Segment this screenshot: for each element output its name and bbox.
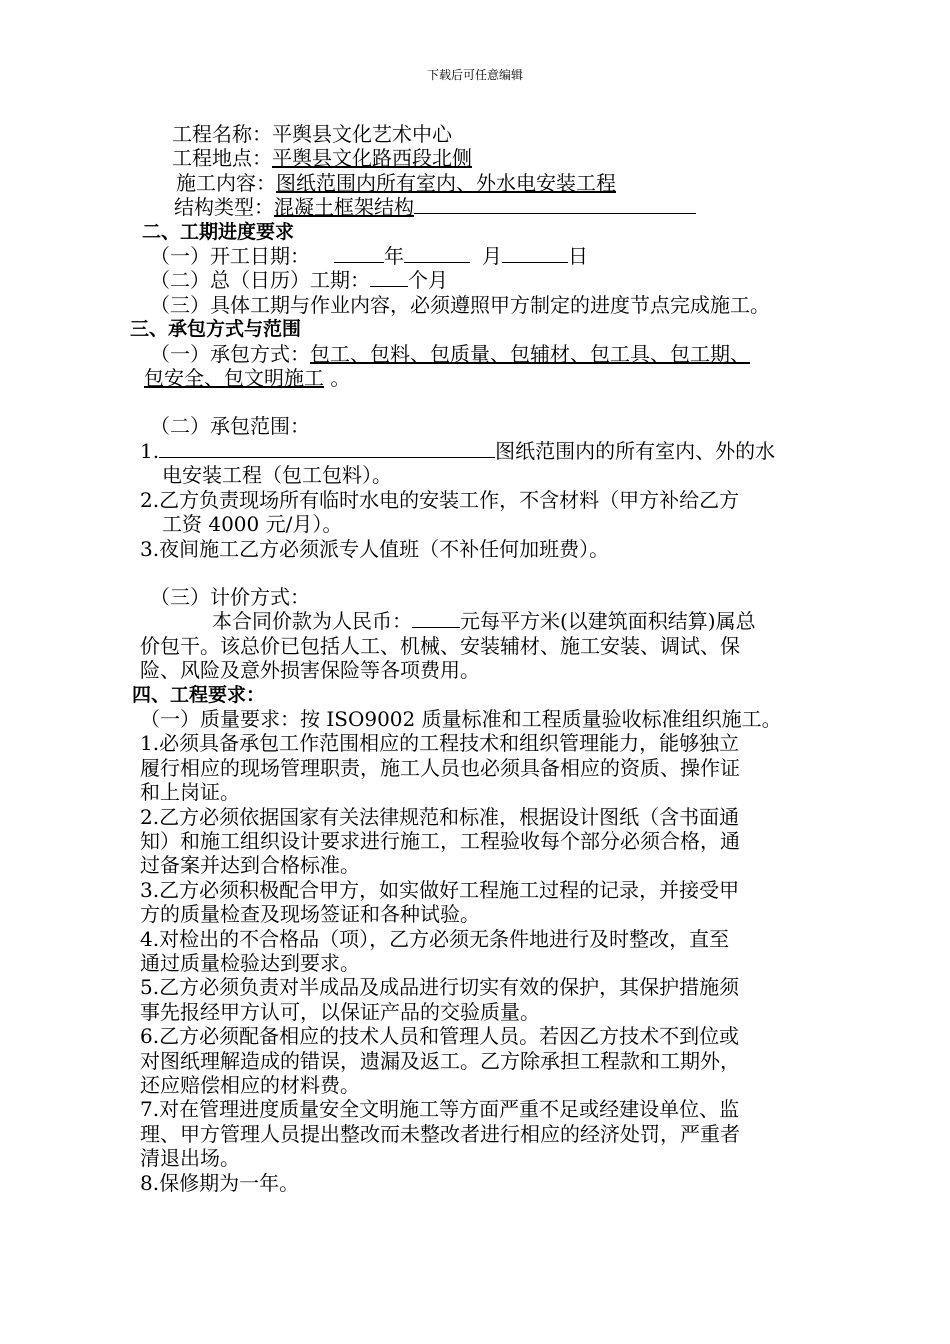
requirement-line: 7.对在管理进度质量安全文明施工等方面严重不足或经建设单位、监 <box>140 1097 740 1122</box>
year-text: 年 <box>384 244 404 269</box>
project-name-label: 工程名称： <box>172 122 272 146</box>
day-text: 日 <box>568 244 588 269</box>
pricing-line-1 <box>140 609 830 633</box>
structure-type-value: 混凝土框架结构 <box>274 195 414 220</box>
contract-mode-label: （一）承包方式： <box>150 341 310 366</box>
contract-mode-end: 。 <box>324 366 351 391</box>
section-2-heading: 二、工期进度要求 <box>142 220 295 243</box>
requirement-line: 和上岗证。 <box>140 780 240 805</box>
contract-mode-value-1: 包工、包料、包质量、包辅材、包工具、包工期、 <box>310 341 750 366</box>
scope-item-1-number: 1. <box>140 438 160 463</box>
year-blank <box>334 244 384 263</box>
contract-mode-line-2 <box>140 366 830 390</box>
month-blank <box>404 244 470 263</box>
requirement-line: 还应赔偿相应的材料费。 <box>140 1073 360 1098</box>
start-date-label: （一）开工日期： <box>150 244 310 269</box>
project-name-line <box>140 122 830 146</box>
pricing-line-2: 价包干。该总价已包括人工、机械、安装辅材、施工安装、调试、保 <box>140 633 740 658</box>
requirement-line: 通过质量检验达到要求。 <box>140 951 360 975</box>
construction-content-label: 施工内容： <box>176 170 276 195</box>
pricing-line-3: 险、风险及意外损害保险等各项费用。 <box>140 658 480 683</box>
scope-item-1 <box>140 439 830 463</box>
requirement-line: 1.必须具备承包工作范围相应的工程技术和组织管理能力，能够独立 <box>140 731 740 756</box>
construction-content-line <box>140 171 830 195</box>
scope-item-2: 2.乙方负责现场所有临时水电的安装工作，不含材料（甲方补给乙方 <box>140 487 740 512</box>
requirement-line: （一）质量要求：按 ISO9002 质量标准和工程质量验收标准组织施工。 <box>140 706 782 731</box>
pricing-suffix: 元每平方米(以建筑面积结算)属总 <box>460 609 756 634</box>
total-period-label: （二）总（日历）工期： <box>150 268 370 293</box>
requirement-line: 过备案并达到合格标准。 <box>140 853 360 878</box>
requirement-line: 5.乙方必须负责对半成品及成品进行切实有效的保护，其保护措施须 <box>140 975 740 1000</box>
requirement-line: 8.保修期为一年。 <box>140 1170 300 1195</box>
start-date-line <box>140 244 830 268</box>
page-header: 下载后可任意编辑 <box>426 68 523 82</box>
price-blank <box>412 609 460 628</box>
project-name-value: 平舆县文化艺术中心 <box>272 122 452 146</box>
period-blank <box>370 268 408 287</box>
requirement-line: 清退出场。 <box>140 1146 240 1171</box>
contract-mode-line <box>140 342 830 366</box>
requirement-line: 6.乙方必须配备相应的技术人员和管理人员。若因乙方技术不到位或 <box>140 1024 740 1049</box>
total-period-line <box>140 268 830 292</box>
project-location-line <box>140 146 830 170</box>
requirement-line: 履行相应的现场管理职责，施工人员也必须具备相应的资质、操作证 <box>140 755 740 780</box>
requirement-line: 理、甲方管理人员提出整改而未整改者进行相应的经济处罚，严重者 <box>140 1121 740 1146</box>
contract-scope-label: （二）承包范围： <box>150 414 310 439</box>
month-text: 月 <box>482 244 502 269</box>
project-location-label: 工程地点： <box>172 146 272 171</box>
scope-item-1-text: 图纸范围内的所有室内、外的水 <box>495 438 776 463</box>
requirement-line: 2.乙方必须依据国家有关法律规范和标准，根据设计图纸（含书面通 <box>140 804 740 829</box>
structure-type-line <box>140 195 830 219</box>
contract-body <box>130 122 830 1195</box>
scope-item-2-line-2: 工资 4000 元/月）。 <box>162 512 343 537</box>
construction-content-value: 图纸范围内所有室内、外水电安装工程 <box>276 170 616 195</box>
scope-item-3: 3.夜间施工乙方必须派专人值班（不补任何加班费）。 <box>140 536 610 561</box>
project-location-value: 平舆县文化路西段北侧 <box>272 146 472 171</box>
period-unit: 个月 <box>408 268 448 293</box>
pricing-label: （三）计价方式： <box>150 584 310 609</box>
requirement-line: 方的质量检查及现场签证和各种试验。 <box>140 902 480 927</box>
requirement-line: 3.乙方必须积极配合甲方，如实做好工程施工过程的记录，并接受甲 <box>140 877 740 902</box>
requirement-line: 事先报经甲方认可，以保证产品的交验质量。 <box>140 999 540 1024</box>
section-4-heading: 四、工程要求： <box>132 683 266 706</box>
structure-type-blank <box>414 195 696 214</box>
schedule-item-3: （三）具体工期与作业内容，必须遵照甲方制定的进度节点完成施工。 <box>150 292 770 317</box>
requirement-line: 知）和施工组织设计要求进行施工，工程验收每个部分必须合格，通 <box>140 828 740 853</box>
contract-mode-value-2: 包安全、包文明施工 <box>144 366 324 391</box>
structure-type-label: 结构类型： <box>174 195 274 220</box>
scope-item-1-line-2: 电安装工程（包工包料）。 <box>162 463 392 488</box>
requirement-line: 对图纸理解造成的错误，遗漏及返工。乙方除承担工程款和工期外， <box>140 1048 740 1073</box>
section-3-heading: 三、承包方式与范围 <box>130 318 302 341</box>
day-blank <box>502 244 568 263</box>
requirement-line: 4.对检出的不合格品（项），乙方必须无条件地进行及时整改，直至 <box>140 926 730 951</box>
scope-item-1-blank <box>159 439 495 458</box>
pricing-prefix: 本合同价款为人民币： <box>212 609 412 634</box>
